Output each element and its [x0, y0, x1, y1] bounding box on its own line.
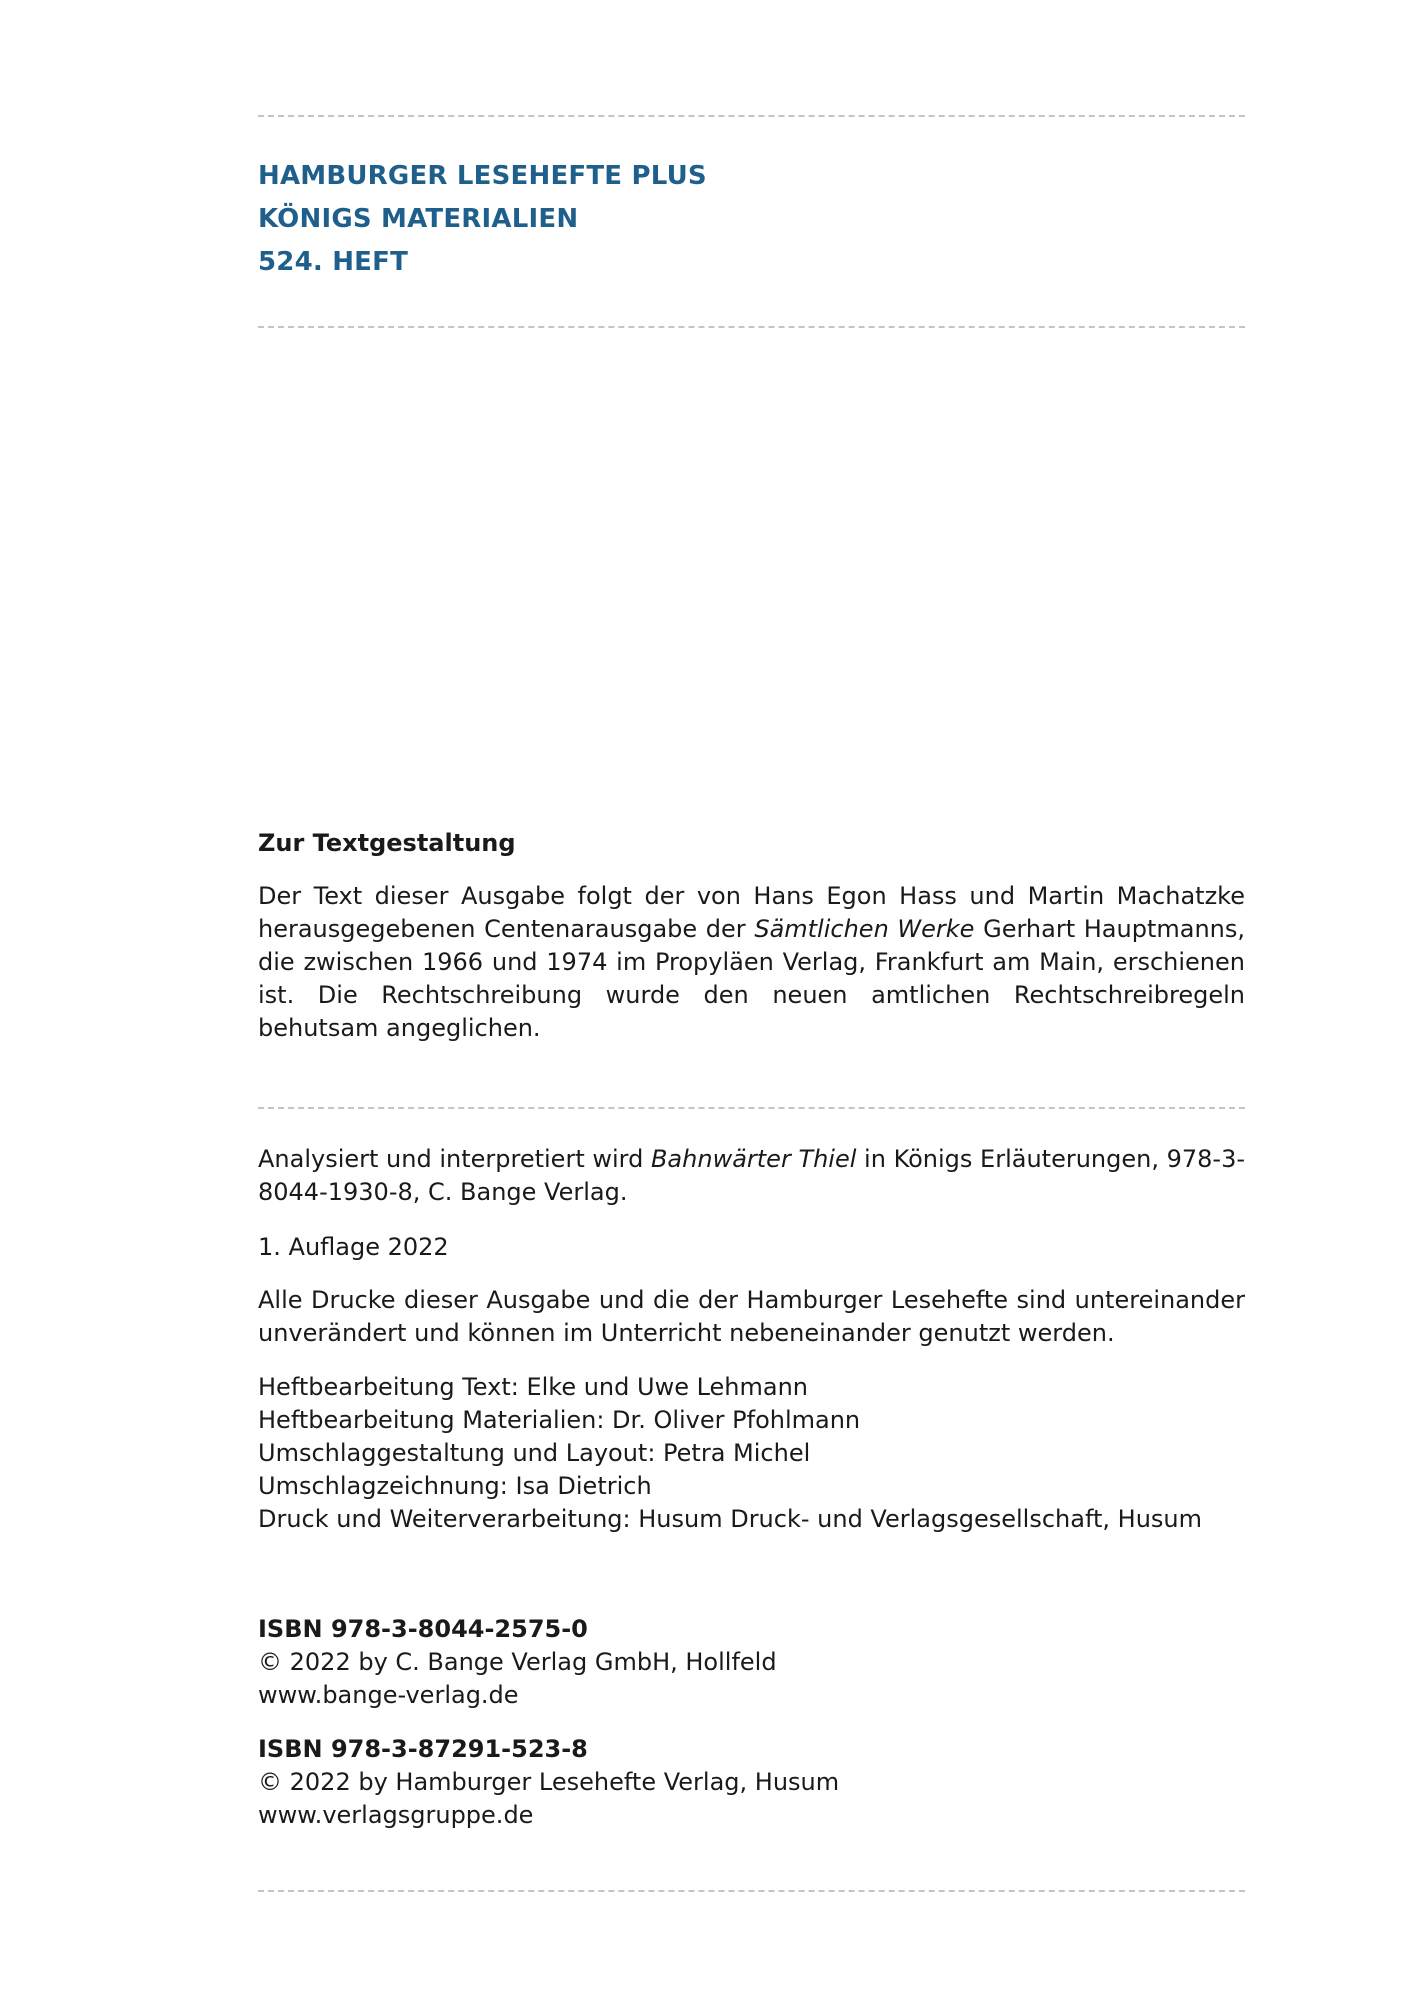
compatibility-note: Alle Drucke dieser Ausgabe und die der Hamburger Lesehefte sind untereinander unverändert und können im Unterricht nebeneinander genutzt werden. — [258, 1286, 1245, 1347]
series-name: HAMBURGER LESEHEFTE PLUS — [258, 161, 707, 191]
textgestaltung-heading: Zur Textgestaltung — [258, 829, 516, 857]
isbn-number: ISBN 978-3-87291-523-8 — [258, 1735, 588, 1763]
analysis-text-end: in Königs Erläuterungen, 978-3-8044-1930-8, C. Bange Verlag. — [258, 1145, 1245, 1206]
copyright-line: © 2022 by Hamburger Lesehefte Verlag, Husum — [258, 1768, 840, 1796]
credit-line: Heftbearbeitung Text: Elke und Uwe Lehmann — [258, 1373, 809, 1401]
issue-number: 524. HEFT — [258, 247, 409, 277]
copyright-line: © 2022 by C. Bange Verlag GmbH, Hollfeld — [258, 1648, 777, 1676]
publisher-url[interactable]: www.bange-verlag.de — [258, 1681, 519, 1709]
analysis-reference — [258, 1143, 1245, 1209]
work-title: Sämtlichen Werke — [754, 915, 975, 943]
dashed-divider-top — [258, 115, 1245, 117]
dashed-divider-middle — [258, 1107, 1245, 1109]
isbn-number: ISBN 978-3-8044-2575-0 — [258, 1615, 588, 1643]
credit-line: Heftbearbeitung Materialien: Dr. Oliver Pfohlmann — [258, 1406, 861, 1434]
imprint-page — [258, 0, 1245, 2000]
publisher-block-bange — [258, 1613, 777, 1712]
credits-list — [258, 1371, 1202, 1536]
publisher-url[interactable]: www.verlagsgruppe.de — [258, 1801, 534, 1829]
textgestaltung-paragraph — [258, 880, 1245, 1045]
dashed-divider-series — [258, 326, 1245, 328]
credit-line: Druck und Weiterverarbeitung: Husum Druck- und Verlagsgesellschaft, Husum — [258, 1505, 1203, 1533]
dashed-divider-bottom — [258, 1890, 1245, 1892]
edition-line: 1. Auflage 2022 — [258, 1233, 449, 1261]
series-info — [258, 155, 707, 284]
series-subtitle: KÖNIGS MATERIALIEN — [258, 204, 579, 234]
textgestaltung-text-start: Der Text dieser Ausgabe folgt der von Hans Egon Hass und Martin Machatzke herausgegebenen Centenarausgabe der — [258, 882, 1245, 943]
analysis-text-start: Analysiert und interpretiert wird — [258, 1145, 651, 1173]
credit-line: Umschlaggestaltung und Layout: Petra Michel — [258, 1439, 811, 1467]
credit-line: Umschlagzeichnung: Isa Dietrich — [258, 1472, 652, 1500]
publisher-block-hamburger — [258, 1733, 839, 1832]
textgestaltung-text-end: Gerhart Hauptmanns, die zwischen 1966 und 1974 im Propyläen Verlag, Frankfurt am Main, erschienen ist. Die Rechtschreibung wurde den neuen amtlichen Rechtschreibregeln behutsam angeglichen. — [258, 915, 1246, 1042]
analysis-work-title: Bahnwärter Thiel — [650, 1145, 857, 1173]
